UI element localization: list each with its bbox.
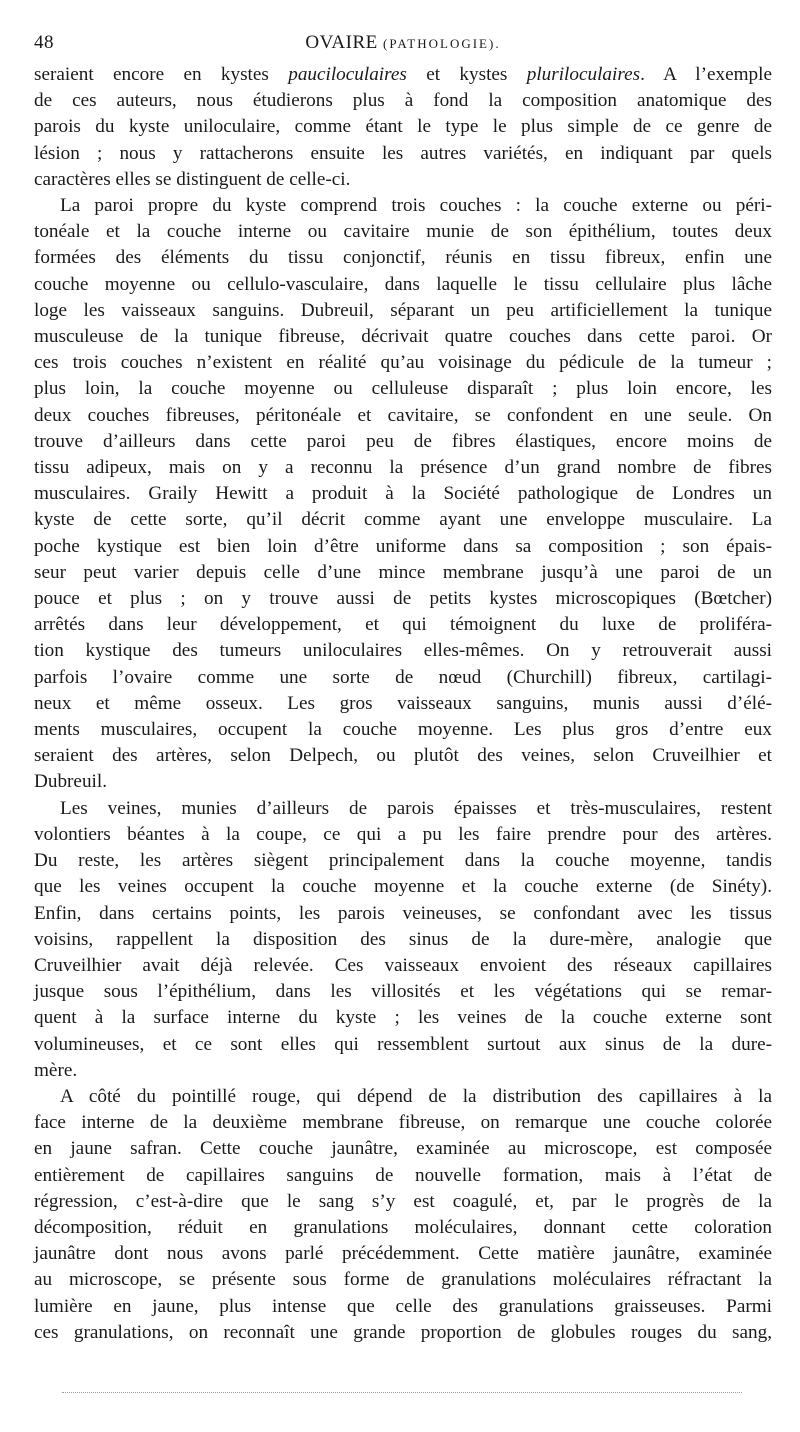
text-line: plus loin, la couche moyenne ou celluleuse disparaît ; plus loin encore, les (34, 378, 772, 400)
book-page (34, 28, 772, 1346)
text-line: jusque sous l’épithélium, dans les villosités et les végétations qui se remar- (34, 981, 772, 1003)
text-line: deux couches fibreuses, péritonéale et cavitaire, se confondent en une seule. On (34, 404, 772, 426)
text-line: parfois l’ovaire comme une sorte de nœud (Churchill) fibreux, cartilagi- (34, 666, 772, 688)
text-line: en jaune safran. Cette couche jaunâtre, examinée au microscope, est composée (34, 1138, 772, 1160)
text-line: face interne de la deuxième membrane fibreuse, on remarque une couche colorée (34, 1112, 772, 1134)
text-line: arrêtés dans leur développement, et qui témoignent du luxe de proliféra- (34, 614, 772, 636)
text-line: régression, c’est-à-dire que le sang s’y est coagulé, et, par le progrès de la (34, 1190, 772, 1212)
text-line: formées des éléments du tissu conjonctif, réunis en tissu fibreux, enfin une (34, 247, 772, 269)
text-line: ments musculaires, occupent la couche moyenne. Les plus gros d’entre eux (34, 719, 772, 741)
text-line: Cruveilhier avait déjà relevée. Ces vaisseaux envoient des réseaux capillaires (34, 954, 772, 976)
running-title (34, 32, 772, 54)
footer-rule (62, 1392, 742, 1393)
text-line: que les veines occupent la couche moyenne et la couche externe (de Sinéty). (34, 876, 772, 898)
text-line: quent à la surface interne du kyste ; les veines de la couche externe sont (34, 1007, 772, 1029)
text-line: kyste de cette sorte, qu’il décrit comme ayant une enveloppe musculaire. La (34, 509, 772, 531)
text-line: Les veines, munies d’ailleurs de parois épaisses et très-musculaires, restent (60, 797, 772, 819)
text-line: tion kystique des tumeurs uniloculaires elles-mêmes. On y retrouverait aussi (34, 640, 772, 662)
text-line: A côté du pointillé rouge, qui dépend de la distribution des capillaires à la (60, 1085, 772, 1107)
text-line: neux et même osseux. Les gros vaisseaux sanguins, munis aussi d’élé- (34, 692, 772, 714)
text-line: musculeuse de la tunique fibreuse, décrivait quatre couches dans cette paroi. Or (34, 326, 772, 348)
running-title-main: OVAIRE (305, 32, 378, 53)
text-line: seur peut varier depuis celle d’une mince membrane jusqu’à une paroi de un (34, 561, 772, 583)
text-line: voisins, rappellent la disposition des sinus de la dure-mère, analogie que (34, 928, 772, 950)
text-line: trouve d’ailleurs dans cette paroi peu de fibres élastiques, encore moins de (34, 430, 772, 452)
running-title-sub: (PATHOLOGIE). (382, 36, 501, 51)
text-line: volumineuses, et ce sont elles qui ressemblent surtout aux sinus de la dure- (34, 1033, 772, 1055)
text-line: Enfin, dans certains points, les parois veineuses, se confondant avec les tissus (34, 902, 772, 924)
text-line: seraient encore en kystes pauciloculaires et kystes pluriloculaires. A l’exemple (34, 64, 772, 85)
text-line: poche kystique est bien loin d’être uniforme dans sa composition ; son épais- (34, 535, 772, 557)
page-number: 48 (34, 32, 54, 53)
text-line: parois du kyste uniloculaire, comme étant le type le plus simple de ce genre de (34, 116, 772, 138)
text-line: pouce et plus ; on y trouve aussi de petits kystes microscopiques (Bœtcher) (34, 588, 772, 610)
text-line: lésion ; nous y rattacherons ensuite les autres variétés, en indiquant par quels (34, 142, 772, 164)
text-line: couche moyenne ou cellulo-vasculaire, dans laquelle le tissu cellulaire plus lâche (34, 273, 772, 295)
text-line: musculaires. Graily Hewitt a produit à la Société pathologique de Londres un (34, 483, 772, 505)
text-line: ces trois couches n’existent en réalité qu’au voisinage du pédicule de la tumeur ; (34, 352, 772, 374)
text-line: volontiers béantes à la coupe, ce qui a pu les faire prendre pour des artères. (34, 823, 772, 845)
text-line: Du reste, les artères siègent principalement dans la couche moyenne, tandis (34, 850, 772, 872)
text-line: Dubreuil. (34, 771, 108, 793)
running-head (34, 28, 772, 62)
text-line: ces granulations, on reconnaît une grande proportion de globules rouges du sang, (34, 1321, 772, 1343)
text-line: tissu adipeux, mais on y a reconnu la présence d’un grand nombre de fibres (34, 457, 772, 479)
text-line: jaunâtre dont nous avons parlé précédemment. Cette matière jaunâtre, examinée (34, 1243, 772, 1265)
text-line: lumière en jaune, plus intense que celle des granulations graisseuses. Parmi (34, 1295, 772, 1317)
text-line: entièrement de capillaires sanguins de nouvelle formation, mais à l’état de (34, 1164, 772, 1186)
text-line: décomposition, réduit en granulations moléculaires, donnant cette coloration (34, 1216, 772, 1238)
text-line: caractères elles se distinguent de celle-ci. (34, 168, 351, 190)
text-line: seraient des artères, selon Delpech, ou plutôt des veines, selon Cruveilhier et (34, 745, 772, 767)
text-line: mère. (34, 1059, 78, 1081)
text-line: de ces auteurs, nous étudierons plus à fond la composition anatomique des (34, 90, 772, 112)
text-line: au microscope, se présente sous forme de granulations moléculaires réfractant la (34, 1269, 772, 1291)
body-text (34, 62, 772, 1346)
text-line: tonéale et la couche interne ou cavitaire munie de son épithélium, toutes deux (34, 221, 772, 243)
text-line: La paroi propre du kyste comprend trois couches : la couche externe ou péri- (60, 195, 772, 217)
text-line: loge les vaisseaux sanguins. Dubreuil, séparant un peu artificiellement la tunique (34, 299, 772, 321)
